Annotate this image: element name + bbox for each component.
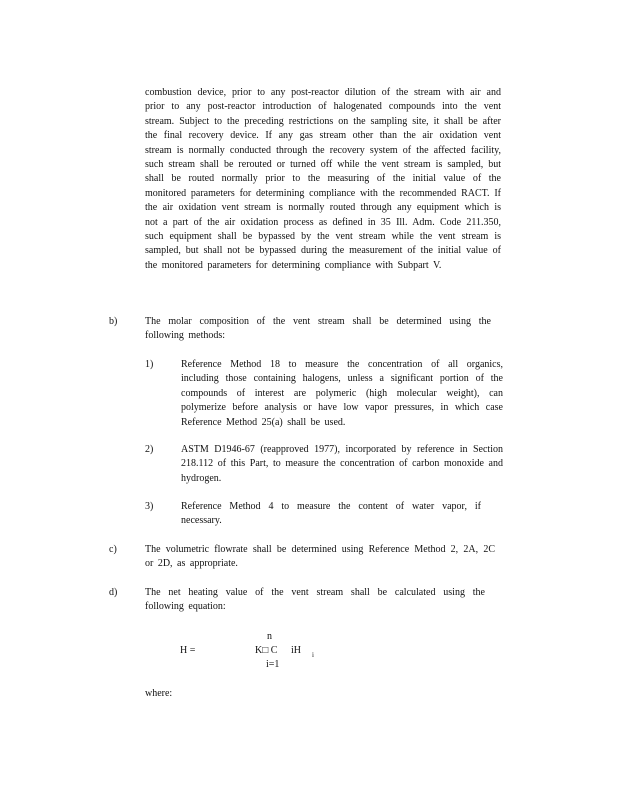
sum-upper-limit: n <box>267 631 272 642</box>
subitem-1-text: Reference Method 18 to measure the concentration of all organics, including those containing halogens, unless a significant portion of the compounds of interest are polymeric (high molecular weight), can polymerize before analysis or have low vapor pressures, in which case Reference Method 25(a) shall be used. <box>181 359 503 428</box>
subitem-3-label: 3) <box>145 501 154 512</box>
subitem-3-text: Reference Method 4 to measure the content of water vapor, if necessary. <box>181 501 481 527</box>
item-c-text: The volumetric flowrate shall be determined using Reference Method 2, 2A, 2C or 2D, as appropriate. <box>145 544 495 570</box>
item-d-text: The net heating value of the vent stream shall be calculated using the following equation: <box>145 587 485 613</box>
subitem-2-text: ASTM D1946-67 (reapproved 1977), incorporated by reference in Section 218.112 of this Part, to measure the concentration of carbon monoxide and hydrogen. <box>181 444 503 484</box>
sum-lower-limit: i=1 <box>266 659 280 670</box>
subitem-1-label: 1) <box>145 359 154 370</box>
equation-lhs: H = <box>180 645 196 656</box>
item-b-label: b) <box>109 316 118 327</box>
item-d-label: d) <box>109 587 118 598</box>
item-c-label: c) <box>109 544 117 555</box>
item-b-text: The molar composition of the vent stream shall be determined using the following methods: <box>145 316 491 342</box>
subitem-2-label: 2) <box>145 444 154 455</box>
equation-subscript: i <box>312 651 314 659</box>
intro-paragraph: combustion device, prior to any post-reactor dilution of the stream with air and prior to any post-reactor introduction of halogenated compounds into the vent stream. Subject to the preceding restrictions on the sampling site, it shall be after the final recovery device. If any gas stream other than the air oxidation vent stream is normally conducted through the recovery system of the affected facility, such stream shall be rerouted or turned off while the vent stream is sampled, but shall be routed normally prior to the measuring of the initial value of the monitored parameters for determining compliance with the recommended RACT. If the air oxidation vent stream is normally routed through any equipment which is not a part of the air oxidation process as defined in 35 Ill. Adm. Code 211.350, such equipment shall be bypassed by the vent stream while the vent stream is sampled, but shall not be bypassed during the measurement of the initial value of the monitored parameters for determining compliance with Subpart V. <box>145 87 501 271</box>
equation-body: K□ C <box>255 645 278 656</box>
where-label: where: <box>145 688 173 699</box>
equation-term: iH <box>289 645 302 656</box>
